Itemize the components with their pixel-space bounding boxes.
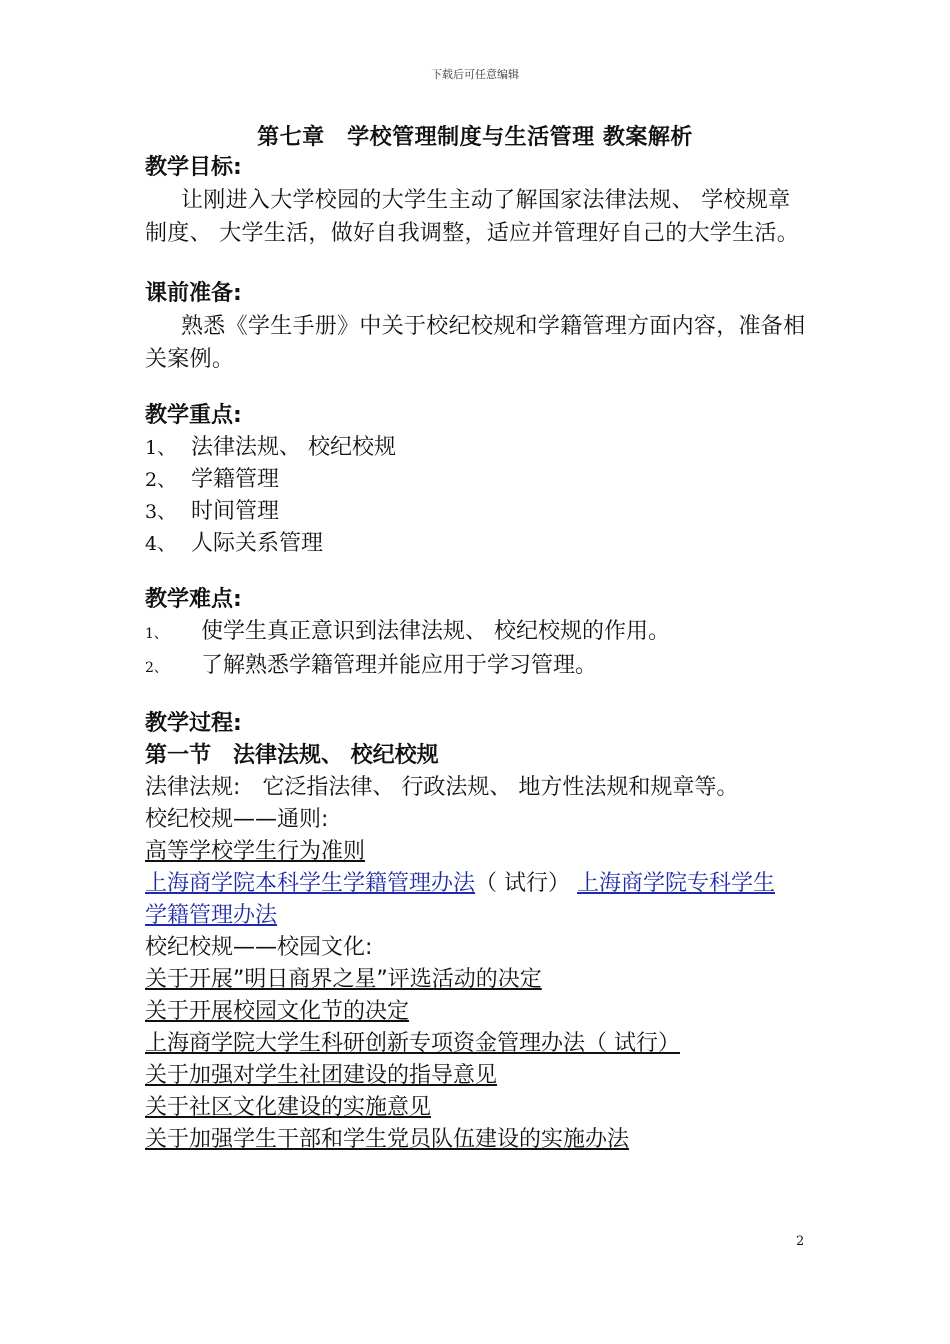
link-bachelor-registration[interactable]: 上海商学院本科学生学籍管理办法 bbox=[145, 871, 476, 896]
link-star-award[interactable]: 关于开展”明日商界之星”评选活动的决定 bbox=[145, 967, 542, 992]
spacer bbox=[145, 250, 810, 278]
link-cadre-party[interactable]: 关于加强学生干部和学生党员队伍建设的实施办法 bbox=[145, 1127, 630, 1152]
difficulty-text: 使学生真正意识到法律法规、 校纪校规的作用。 bbox=[201, 619, 670, 644]
header-note: 下载后可任意编辑 bbox=[431, 68, 519, 81]
key-point-item bbox=[145, 496, 810, 528]
trial-note: （ 试行） bbox=[475, 871, 571, 896]
link-research-fund[interactable]: 上海商学院大学生科研创新专项资金管理办法（ 试行） bbox=[145, 1031, 680, 1056]
rules-culture-label: 校纪校规——校园文化: bbox=[145, 935, 373, 960]
link-college-registration[interactable]: 上海商学院专科学生 bbox=[577, 871, 776, 896]
link-community-culture[interactable]: 关于社区文化建设的实施意见 bbox=[145, 1095, 432, 1120]
difficulty-text: 了解熟悉学籍管理并能应用于学习管理。 bbox=[201, 653, 598, 678]
preparation-text: 熟悉《学生手册》中关于校纪校规和学籍管理方面内容，准备相关案例。 bbox=[145, 314, 806, 372]
difficulty-number: 2、 bbox=[145, 660, 168, 676]
document-body bbox=[145, 152, 810, 1156]
key-point-text: 学籍管理 bbox=[191, 467, 280, 492]
key-point-number: 3、 bbox=[145, 501, 177, 523]
key-point-item bbox=[145, 464, 810, 496]
link-conduct-rules[interactable]: 高等学校学生行为准则 bbox=[145, 839, 366, 864]
key-point-text: 法律法规、 校纪校规 bbox=[191, 435, 396, 460]
spacer bbox=[145, 376, 810, 400]
page-title: 第七章 学校管理制度与生活管理 教案解析 bbox=[257, 125, 693, 150]
key-point-number: 2、 bbox=[145, 469, 177, 491]
link-college-registration-cont[interactable]: 学籍管理办法 bbox=[145, 903, 278, 928]
difficulties-heading: 教学难点: bbox=[145, 587, 242, 612]
preparation-heading: 课前准备: bbox=[145, 281, 242, 306]
key-points-heading: 教学重点: bbox=[145, 403, 242, 428]
difficulty-item bbox=[145, 616, 810, 650]
key-point-item bbox=[145, 432, 810, 464]
spacer bbox=[145, 684, 810, 708]
page-number: 2 bbox=[796, 1234, 805, 1249]
difficulty-number: 1、 bbox=[145, 626, 168, 642]
key-point-text: 人际关系管理 bbox=[191, 531, 324, 556]
key-point-item bbox=[145, 528, 810, 560]
link-club-guidance[interactable]: 关于加强对学生社团建设的指导意见 bbox=[145, 1063, 498, 1088]
section-title: 第一节 法律法规、 校纪校规 bbox=[145, 743, 439, 768]
spacer bbox=[145, 560, 810, 584]
key-point-text: 时间管理 bbox=[191, 499, 280, 524]
law-definition: 法律法规: 它泛指法律、 行政法规、 地方性法规和规章等。 bbox=[145, 775, 739, 800]
key-point-number: 4、 bbox=[145, 533, 177, 555]
difficulty-item bbox=[145, 650, 810, 684]
objectives-text: 让刚进入大学校园的大学生主动了解国家法律法规、 学校规章制度、 大学生活，做好自我调整，适应并管理好自己的大学生活。 bbox=[145, 188, 799, 246]
rules-general-label: 校纪校规——通则: bbox=[145, 807, 329, 832]
link-culture-festival[interactable]: 关于开展校园文化节的决定 bbox=[145, 999, 410, 1024]
process-heading: 教学过程: bbox=[145, 711, 242, 736]
key-point-number: 1、 bbox=[145, 437, 177, 459]
objectives-heading: 教学目标: bbox=[145, 155, 242, 180]
